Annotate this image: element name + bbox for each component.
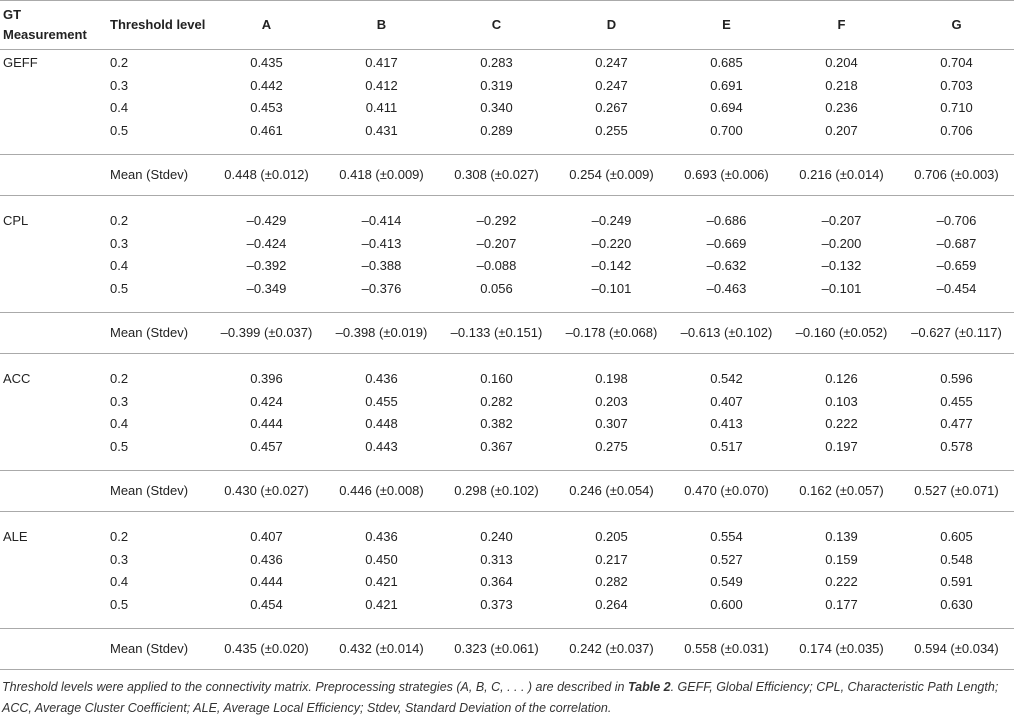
- table-header: [0, 1, 1014, 50]
- value-cell: 0.450: [365, 551, 398, 567]
- value-cell: 0.443: [365, 438, 398, 454]
- value-cell: 0.177: [825, 596, 858, 612]
- value-cell: 0.436: [365, 529, 398, 544]
- mean-value-cell: 0.162 (±0.057): [784, 471, 899, 512]
- mean-value-cell: 0.693 (±0.006): [669, 155, 784, 196]
- value-cell: 0.247: [595, 77, 628, 93]
- mean-value-cell: –0.398 (±0.019): [324, 313, 439, 354]
- spacer-cell: [324, 616, 439, 629]
- spacer-cell: [439, 196, 554, 209]
- value-cell: 0.283: [480, 55, 513, 70]
- value-cell: 0.264: [595, 596, 628, 612]
- value-cell: –0.429: [246, 213, 287, 228]
- value-cell: 0.548: [940, 551, 973, 567]
- spacer-cell: [107, 354, 209, 367]
- group-spacer: [0, 142, 1014, 155]
- spacer-cell: [0, 300, 107, 313]
- value-cell: 0.407: [710, 393, 743, 409]
- value-cell: 0.591: [940, 574, 973, 589]
- spacer-cell: [0, 196, 107, 209]
- measurement-label-acc: ACC: [3, 371, 31, 386]
- spacer-cell: [899, 142, 1014, 155]
- mean-value-cell: 0.446 (±0.008): [324, 471, 439, 512]
- value-cell: 0.197: [825, 438, 858, 454]
- value-cell: 0.444: [250, 416, 283, 431]
- group-spacer: [0, 458, 1014, 471]
- value-cell: –0.392: [246, 258, 287, 273]
- threshold-cell: 0.2: [110, 213, 129, 228]
- table-row: [0, 255, 1014, 278]
- value-cell: 0.448: [365, 416, 398, 431]
- value-cell: 0.407: [250, 529, 283, 544]
- spacer-cell: [784, 616, 899, 629]
- value-cell: 0.424: [250, 393, 283, 409]
- threshold-cell: 0.4: [110, 574, 129, 589]
- value-cell: 0.417: [365, 55, 398, 70]
- spacer-cell: [107, 142, 209, 155]
- mean-value-cell: –0.613 (±0.102): [669, 313, 784, 354]
- value-cell: 0.056: [480, 280, 513, 296]
- value-cell: –0.463: [706, 280, 747, 296]
- value-cell: 0.412: [365, 77, 398, 93]
- spacer-cell: [209, 616, 324, 629]
- mean-value-cell: 0.430 (±0.027): [209, 471, 324, 512]
- value-cell: –0.088: [476, 258, 517, 273]
- value-cell: 0.457: [250, 438, 283, 454]
- table-row: [0, 391, 1014, 414]
- value-cell: –0.207: [476, 235, 517, 251]
- value-cell: 0.319: [480, 77, 513, 93]
- value-cell: –0.376: [361, 280, 402, 296]
- spacer-cell: [554, 196, 669, 209]
- spacer-cell: [209, 196, 324, 209]
- spacer-cell: [0, 142, 107, 155]
- threshold-cell: 0.5: [110, 438, 129, 454]
- table-row: [0, 233, 1014, 256]
- group-spacer: [0, 196, 1014, 209]
- table-row: [0, 571, 1014, 594]
- mean-row-acc: [0, 471, 1014, 512]
- header-col-a: A: [209, 1, 324, 50]
- value-cell: 0.436: [250, 551, 283, 567]
- spacer-cell: [669, 616, 784, 629]
- value-cell: 0.275: [595, 438, 628, 454]
- table-row: [0, 524, 1014, 549]
- spacer-cell: [107, 458, 209, 471]
- header-measurement: GT Measurement: [0, 1, 107, 50]
- mean-empty: [0, 629, 107, 670]
- mean-value-cell: 0.418 (±0.009): [324, 155, 439, 196]
- value-cell: –0.220: [591, 235, 632, 251]
- mean-value-cell: 0.323 (±0.061): [439, 629, 554, 670]
- value-cell: 0.240: [480, 529, 513, 544]
- spacer-cell: [439, 616, 554, 629]
- threshold-cell: 0.4: [110, 100, 129, 115]
- value-cell: 0.454: [250, 596, 283, 612]
- threshold-cell: 0.5: [110, 280, 129, 296]
- mean-label: Mean (Stdev): [107, 313, 209, 354]
- value-cell: 0.282: [480, 393, 513, 409]
- mean-empty: [0, 313, 107, 354]
- value-cell: 0.207: [825, 122, 858, 138]
- table-row: [0, 594, 1014, 617]
- spacer-cell: [669, 142, 784, 155]
- threshold-cell: 0.3: [110, 393, 129, 409]
- spacer-cell: [439, 512, 554, 525]
- spacer-cell: [0, 458, 107, 471]
- spacer-cell: [107, 512, 209, 525]
- table-row: [0, 97, 1014, 120]
- spacer-cell: [439, 300, 554, 313]
- threshold-cell: 0.2: [110, 371, 129, 386]
- mean-value-cell: 0.254 (±0.009): [554, 155, 669, 196]
- spacer-cell: [554, 458, 669, 471]
- measurement-empty: [0, 594, 107, 617]
- spacer-cell: [209, 512, 324, 525]
- value-cell: 0.236: [825, 100, 858, 115]
- mean-value-cell: –0.627 (±0.117): [899, 313, 1014, 354]
- value-cell: 0.203: [595, 393, 628, 409]
- measurement-empty: [0, 571, 107, 594]
- value-cell: –0.132: [821, 258, 862, 273]
- value-cell: 0.453: [250, 100, 283, 115]
- spacer-cell: [107, 300, 209, 313]
- mean-value-cell: 0.308 (±0.027): [439, 155, 554, 196]
- value-cell: 0.421: [365, 596, 398, 612]
- mean-label: Mean (Stdev): [107, 629, 209, 670]
- value-cell: 0.267: [595, 100, 628, 115]
- value-cell: 0.685: [710, 55, 743, 70]
- mean-value-cell: 0.558 (±0.031): [669, 629, 784, 670]
- spacer-cell: [324, 354, 439, 367]
- value-cell: 0.289: [480, 122, 513, 138]
- value-cell: 0.160: [480, 371, 513, 386]
- measurement-empty: [0, 436, 107, 459]
- value-cell: 0.126: [825, 371, 858, 386]
- value-cell: 0.704: [940, 55, 973, 70]
- threshold-cell: 0.3: [110, 551, 129, 567]
- table-row: [0, 75, 1014, 98]
- value-cell: 0.630: [940, 596, 973, 612]
- value-cell: –0.414: [361, 213, 402, 228]
- measurement-label-geff: GEFF: [3, 55, 38, 70]
- spacer-cell: [784, 354, 899, 367]
- mean-row-cpl: [0, 313, 1014, 354]
- spacer-cell: [669, 196, 784, 209]
- value-cell: 0.367: [480, 438, 513, 454]
- spacer-cell: [554, 354, 669, 367]
- value-cell: –0.413: [361, 235, 402, 251]
- mean-value-cell: 0.706 (±0.003): [899, 155, 1014, 196]
- value-cell: –0.706: [936, 213, 977, 228]
- spacer-cell: [209, 300, 324, 313]
- mean-value-cell: 0.216 (±0.014): [784, 155, 899, 196]
- value-cell: –0.349: [246, 280, 287, 296]
- spacer-cell: [439, 142, 554, 155]
- value-cell: 0.435: [250, 55, 283, 70]
- header-col-b: B: [324, 1, 439, 50]
- value-cell: 0.159: [825, 551, 858, 567]
- measurement-empty: [0, 233, 107, 256]
- value-cell: 0.218: [825, 77, 858, 93]
- value-cell: 0.396: [250, 371, 283, 386]
- value-cell: 0.198: [595, 371, 628, 386]
- value-cell: 0.703: [940, 77, 973, 93]
- threshold-cell: 0.3: [110, 77, 129, 93]
- value-cell: 0.442: [250, 77, 283, 93]
- threshold-cell: 0.5: [110, 596, 129, 612]
- mean-value-cell: 0.527 (±0.071): [899, 471, 1014, 512]
- spacer-cell: [899, 616, 1014, 629]
- spacer-cell: [554, 616, 669, 629]
- measurement-empty: [0, 391, 107, 414]
- spacer-cell: [669, 354, 784, 367]
- header-col-c: C: [439, 1, 554, 50]
- value-cell: 0.527: [710, 551, 743, 567]
- value-cell: 0.364: [480, 574, 513, 589]
- value-cell: 0.340: [480, 100, 513, 115]
- spacer-cell: [784, 142, 899, 155]
- value-cell: –0.669: [706, 235, 747, 251]
- mean-value-cell: 0.242 (±0.037): [554, 629, 669, 670]
- measurement-empty: [0, 549, 107, 572]
- mean-value-cell: –0.178 (±0.068): [554, 313, 669, 354]
- mean-empty: [0, 471, 107, 512]
- value-cell: –0.388: [361, 258, 402, 273]
- value-cell: 0.139: [825, 529, 858, 544]
- value-cell: 0.605: [940, 529, 973, 544]
- value-cell: –0.687: [936, 235, 977, 251]
- spacer-cell: [324, 458, 439, 471]
- mean-value-cell: –0.399 (±0.037): [209, 313, 324, 354]
- value-cell: –0.424: [246, 235, 287, 251]
- value-cell: 0.205: [595, 529, 628, 544]
- spacer-cell: [554, 142, 669, 155]
- mean-value-cell: –0.160 (±0.052): [784, 313, 899, 354]
- table-row: [0, 436, 1014, 459]
- spacer-cell: [669, 458, 784, 471]
- measurement-empty: [0, 120, 107, 143]
- value-cell: 0.436: [365, 371, 398, 386]
- mean-value-cell: 0.470 (±0.070): [669, 471, 784, 512]
- spacer-cell: [0, 354, 107, 367]
- group-spacer: [0, 300, 1014, 313]
- mean-value-cell: 0.246 (±0.054): [554, 471, 669, 512]
- value-cell: 0.444: [250, 574, 283, 589]
- table-row: [0, 278, 1014, 301]
- value-cell: 0.255: [595, 122, 628, 138]
- spacer-cell: [209, 354, 324, 367]
- header-col-g: G: [899, 1, 1014, 50]
- footnote-text-1: Threshold levels were applied to the connectivity matrix. Preprocessing strategies (A, B, C, . . . ) are described in: [2, 680, 628, 694]
- footnote-text-2: . GEFF, Global Efficiency; CPL, Characteristic Path Length; ACC, Average Cluster Coefficient; ALE, Average Local Efficiency; Stdev, Standard Deviation of the correlation.: [2, 680, 999, 715]
- group-spacer: [0, 512, 1014, 525]
- mean-row-ale: [0, 629, 1014, 670]
- value-cell: 0.710: [940, 100, 973, 115]
- value-cell: 0.455: [940, 393, 973, 409]
- value-cell: 0.549: [710, 574, 743, 589]
- threshold-cell: 0.4: [110, 416, 129, 431]
- spacer-cell: [899, 354, 1014, 367]
- value-cell: 0.461: [250, 122, 283, 138]
- spacer-cell: [439, 354, 554, 367]
- spacer-cell: [784, 196, 899, 209]
- spacer-cell: [107, 196, 209, 209]
- threshold-cell: 0.4: [110, 258, 129, 273]
- threshold-cell: 0.5: [110, 122, 129, 138]
- mean-value-cell: 0.594 (±0.034): [899, 629, 1014, 670]
- mean-label: Mean (Stdev): [107, 155, 209, 196]
- value-cell: 0.431: [365, 122, 398, 138]
- mean-row-geff: [0, 155, 1014, 196]
- value-cell: 0.103: [825, 393, 858, 409]
- value-cell: 0.413: [710, 416, 743, 431]
- value-cell: 0.477: [940, 416, 973, 431]
- spacer-cell: [784, 512, 899, 525]
- value-cell: –0.659: [936, 258, 977, 273]
- value-cell: 0.247: [595, 55, 628, 70]
- spacer-cell: [554, 300, 669, 313]
- header-threshold: Threshold level: [107, 1, 209, 50]
- mean-empty: [0, 155, 107, 196]
- spacer-cell: [784, 300, 899, 313]
- value-cell: 0.600: [710, 596, 743, 612]
- value-cell: 0.282: [595, 574, 628, 589]
- spacer-cell: [554, 512, 669, 525]
- spacer-cell: [209, 142, 324, 155]
- group-spacer: [0, 354, 1014, 367]
- value-cell: –0.686: [706, 213, 747, 228]
- spacer-cell: [0, 512, 107, 525]
- value-cell: 0.517: [710, 438, 743, 454]
- value-cell: 0.373: [480, 596, 513, 612]
- spacer-cell: [0, 616, 107, 629]
- measurement-label-ale: ALE: [3, 529, 28, 544]
- table-body: [0, 50, 1014, 670]
- value-cell: 0.700: [710, 122, 743, 138]
- value-cell: 0.217: [595, 551, 628, 567]
- value-cell: 0.307: [595, 416, 628, 431]
- mean-value-cell: 0.432 (±0.014): [324, 629, 439, 670]
- table-row: [0, 120, 1014, 143]
- threshold-cell: 0.2: [110, 529, 129, 544]
- value-cell: –0.142: [591, 258, 632, 273]
- value-cell: 0.554: [710, 529, 743, 544]
- mean-value-cell: 0.174 (±0.035): [784, 629, 899, 670]
- value-cell: –0.292: [476, 213, 517, 228]
- table-row: [0, 208, 1014, 233]
- measurement-empty: [0, 97, 107, 120]
- value-cell: 0.578: [940, 438, 973, 454]
- header-col-e: E: [669, 1, 784, 50]
- spacer-cell: [899, 196, 1014, 209]
- mean-value-cell: 0.435 (±0.020): [209, 629, 324, 670]
- value-cell: –0.101: [821, 280, 862, 296]
- spacer-cell: [899, 458, 1014, 471]
- mean-value-cell: 0.448 (±0.012): [209, 155, 324, 196]
- mean-label: Mean (Stdev): [107, 471, 209, 512]
- spacer-cell: [209, 458, 324, 471]
- value-cell: 0.706: [940, 122, 973, 138]
- spacer-cell: [107, 616, 209, 629]
- header-col-f: F: [784, 1, 899, 50]
- footnote-table-ref: Table 2: [627, 680, 671, 694]
- measurement-empty: [0, 413, 107, 436]
- spacer-cell: [669, 512, 784, 525]
- spacer-cell: [324, 300, 439, 313]
- value-cell: –0.101: [591, 280, 632, 296]
- mean-value-cell: –0.133 (±0.151): [439, 313, 554, 354]
- value-cell: 0.542: [710, 371, 743, 386]
- value-cell: 0.411: [365, 100, 398, 115]
- measurement-label-cpl: CPL: [3, 213, 29, 228]
- value-cell: 0.382: [480, 416, 513, 431]
- value-cell: –0.249: [591, 213, 632, 228]
- measurement-empty: [0, 278, 107, 301]
- spacer-cell: [439, 458, 554, 471]
- value-cell: 0.455: [365, 393, 398, 409]
- value-cell: –0.200: [821, 235, 862, 251]
- value-cell: –0.632: [706, 258, 747, 273]
- spacer-cell: [324, 196, 439, 209]
- value-cell: 0.222: [825, 574, 858, 589]
- spacer-cell: [899, 512, 1014, 525]
- value-cell: 0.421: [365, 574, 398, 589]
- spacer-cell: [899, 300, 1014, 313]
- value-cell: 0.691: [710, 77, 743, 93]
- value-cell: –0.207: [821, 213, 862, 228]
- table-row: [0, 549, 1014, 572]
- mean-value-cell: 0.298 (±0.102): [439, 471, 554, 512]
- measurement-empty: [0, 75, 107, 98]
- threshold-cell: 0.2: [110, 55, 129, 70]
- value-cell: 0.204: [825, 55, 858, 70]
- table-row: [0, 366, 1014, 391]
- spacer-cell: [324, 142, 439, 155]
- table-row: [0, 50, 1014, 75]
- value-cell: 0.222: [825, 416, 858, 431]
- group-spacer: [0, 616, 1014, 629]
- value-cell: 0.596: [940, 371, 973, 386]
- table-row: [0, 413, 1014, 436]
- value-cell: 0.694: [710, 100, 743, 115]
- table-footnote: [2, 677, 1011, 719]
- spacer-cell: [669, 300, 784, 313]
- value-cell: 0.313: [480, 551, 513, 567]
- measurement-empty: [0, 255, 107, 278]
- spacer-cell: [324, 512, 439, 525]
- header-col-d: D: [554, 1, 669, 50]
- spacer-cell: [784, 458, 899, 471]
- threshold-cell: 0.3: [110, 235, 129, 251]
- header-row: [0, 1, 1014, 50]
- value-cell: –0.454: [936, 280, 977, 296]
